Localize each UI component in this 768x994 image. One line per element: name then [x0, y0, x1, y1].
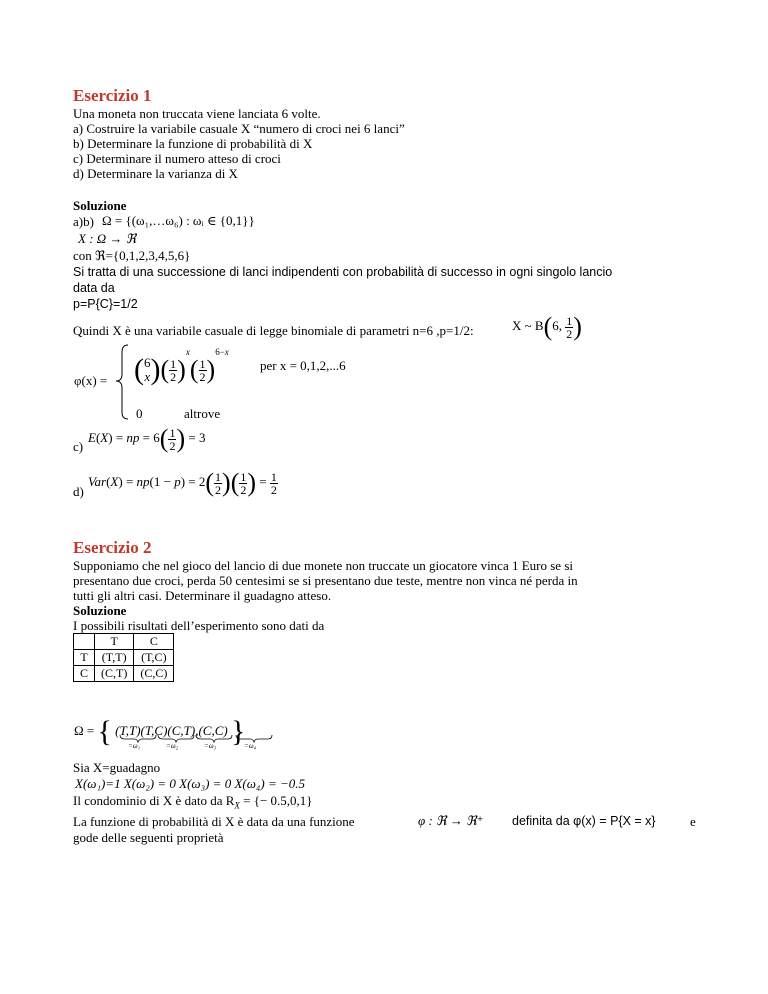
table-cell: T [95, 634, 134, 650]
ex2-statement-line-3: tutti gli altri casi. Determinare il guadagno atteso. [73, 588, 332, 603]
ex1-quindi-line: Quindi X è una variabile casuale di legge binomiale di parametri n=6 ,p=1/2: [73, 323, 474, 338]
ex2-condominio-text: Il condominio di X è dato da R [73, 793, 235, 808]
exercise-2-title: Esercizio 2 [73, 538, 152, 557]
ex1-d-label: d) [73, 484, 84, 499]
ex2-omega-label-2: =ω₂ [166, 742, 179, 750]
ex2-results-intro: I possibili risultati dell’esperimento sono dati da [73, 618, 325, 633]
ex1-omega-definition: Ω = {(ω₁,…ω₆) : ωᵢ ∈ {0,1}} [102, 213, 255, 228]
table-cell [74, 634, 95, 650]
ex2-prob-fn-line-1: La funzione di probabilità di X è data da una funzione [73, 814, 355, 829]
ex2-statement-line-1: Supponiamo che nel gioco del lancio di due monete non truccate un giocatore vinca 1 Euro se si [73, 558, 573, 573]
ex1-succession-line-2: data da [73, 281, 115, 295]
ex1-con-line: con ℜ={0,1,2,3,4,5,6} [73, 248, 191, 263]
ex1-phi-case-2-val: 0 [136, 406, 143, 421]
table-cell: C [134, 634, 174, 650]
ex1-c-label: c) [73, 439, 84, 454]
ex2-omega-label-4: =ω₄ [244, 742, 257, 750]
ex2-sia-line: Sia X=guadagno [73, 760, 161, 775]
table-cell: C [74, 666, 95, 682]
ex2-omega-set: Ω = { (T,T)(T,C)(C,T),(C,C) } [74, 715, 246, 748]
table-cell: (T,C) [134, 650, 174, 666]
ex1-binomial-law: X ~ B(6, $\frac{1}{2}$ ) [512, 312, 582, 341]
ex1-solution-label: Soluzione [73, 198, 127, 213]
ex2-prob-fn-map: φ : ℜ → ℜ⁺ [418, 813, 484, 828]
ex1-statement-line-5: d) Determinare la varianza di X [73, 166, 238, 181]
ex2-statement-line-2: presentano due croci, perda 50 centesimi se si presentano due teste, mentre non vinca né perda in [73, 573, 578, 588]
table-cell: (C,T) [95, 666, 134, 682]
ex1-statement-line-2: a) Costruire la variabile casuale X “numero di croci nei 6 lanci” [73, 121, 405, 136]
ex2-condominio-line [73, 793, 313, 814]
ex1-phi-lhs: φ(x) = [74, 373, 108, 388]
table-row [74, 634, 174, 650]
ex2-condominio-sub: X [234, 800, 240, 811]
ex2-condominio-set: = {− 0.5,0,1} [239, 793, 313, 808]
table-row [74, 650, 174, 666]
ex1-x-map: X : Ω → ℜ [78, 231, 137, 246]
ex1-statement-line-3: b) Determinare la funzione di probabilità di X [73, 136, 313, 151]
ex1-variance: Var(X) = np(1 − p) = 2( $\frac{1}{2}$ )( $\frac{1}{2}$ ) = $\frac{1}{2}$ [88, 468, 277, 497]
ex1-ab-label: a)b) [73, 214, 94, 229]
table-cell: T [74, 650, 95, 666]
ex2-prob-fn-line-2: gode delle seguenti proprietà [73, 830, 224, 845]
ex2-prob-fn-e: e [690, 814, 696, 829]
table-cell: (T,T) [95, 650, 134, 666]
ex1-phi-case-1: (6 x)( $\frac{1}{2}$ )$^x$( $\frac{1}{2}$ )$^{6-x}$ [134, 347, 229, 387]
ex2-omega-label-3: =ω₃ [204, 742, 217, 750]
table-row [74, 666, 174, 682]
ex2-solution-label: Soluzione [73, 603, 127, 618]
ex2-outcomes-table [73, 633, 174, 682]
ex2-omega-label-1: =ω₁ [128, 742, 141, 750]
ex1-expected-value: E(X) = np = 6( $\frac{1}{2}$ ) = 3 [88, 424, 206, 453]
ex1-statement-line-1: Una moneta non truccata viene lanciata 6 volte. [73, 106, 321, 121]
table-cell: (C,C) [134, 666, 174, 682]
ex1-phi-case-1-cond: per x = 0,1,2,...6 [260, 358, 346, 373]
ex1-phi-case-2-cond: altrove [184, 406, 221, 421]
ex2-x-values: X(ω₁)=1 X(ω₂) = 0 X(ω₃) = 0 X(ω₄) = −0.5 [75, 776, 306, 791]
ex1-p-line: p=P{C}=1/2 [73, 297, 138, 311]
ex2-prob-fn-def: definita da φ(x) = P{X = x} [512, 814, 656, 828]
exercise-1-title: Esercizio 1 [73, 86, 152, 105]
ex1-succession-line-1: Si tratta di una successione di lanci indipendenti con probabilità di successo in ogni singolo lancio [73, 265, 613, 279]
ex1-statement-line-4: c) Determinare il numero atteso di croci [73, 151, 281, 166]
